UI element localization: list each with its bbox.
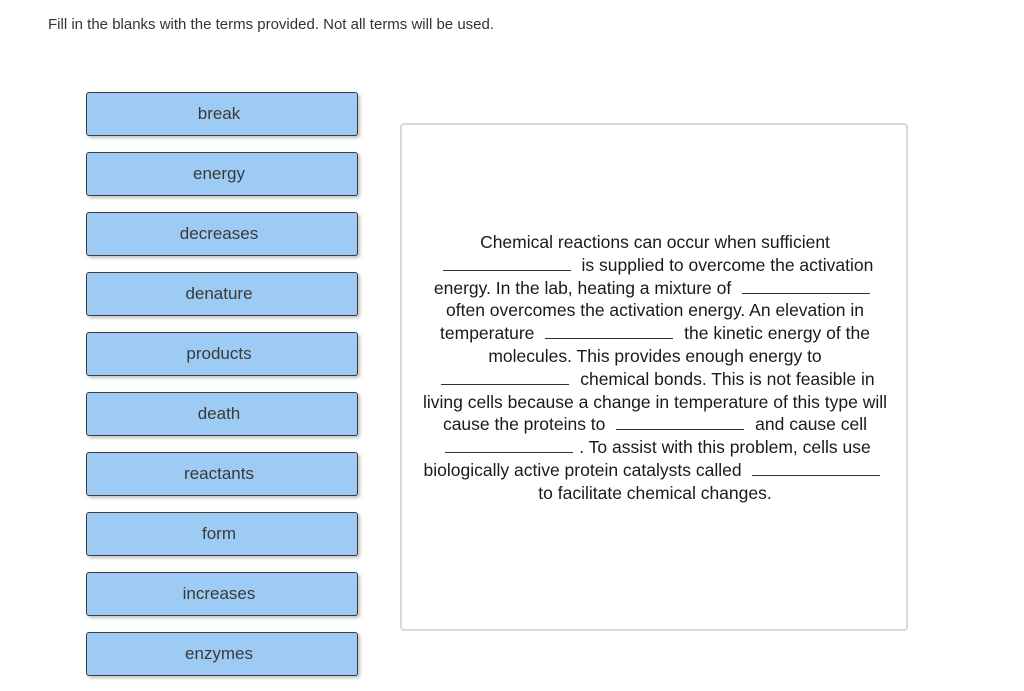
term-enzymes[interactable] [86,632,358,676]
term-label: reactants [184,464,254,483]
blank-7[interactable] [752,461,880,476]
passage-segment: is supplied to overcome the activation energy. In the lab, heating a mixture of [433,254,874,298]
term-label: death [197,404,241,423]
term-reactants[interactable] [86,452,358,496]
term-label: enzymes [184,644,254,663]
term-label: form [202,524,236,543]
instructions-text: Fill in the blanks with the terms provided. Not all terms will be used. [48,16,495,33]
term-form[interactable] [86,512,358,556]
term-label: increases [182,584,256,603]
term-denature[interactable] [86,272,358,316]
blank-1[interactable] [443,256,571,271]
term-label: products [186,344,252,363]
term-products[interactable] [86,332,358,376]
blank-4[interactable] [441,370,569,385]
term-label: energy [193,164,245,183]
term-energy[interactable] [86,152,358,196]
passage-drop-area [400,123,908,631]
term-label: denature [185,284,253,303]
term-label: decreases [179,224,259,243]
blank-6[interactable] [445,438,573,453]
passage-segment: to facilitate chemical changes. [538,482,772,503]
term-decreases[interactable] [86,212,358,256]
term-break[interactable] [86,92,358,136]
blank-5[interactable] [616,415,744,430]
term-label: break [197,104,241,123]
passage-segment: and cause cell [755,414,868,435]
blank-2[interactable] [742,279,870,294]
passage-text [422,231,888,505]
passage-segment: the kinetic energy of the molecules. This provides enough energy to [488,323,870,366]
passage-segment: . To assist with this problem, cells use biologically active protein catalysts called [423,437,871,480]
passage-segment: often overcomes the activation energy. An elevation in temperature [440,300,864,344]
term-death[interactable] [86,392,358,436]
passage-segment: chemical bonds. This is not feasible in living cells because a change in temperature of this type will cause the proteins to [423,368,887,435]
passage-segment: Chemical reactions can occur when sufficient [480,232,830,252]
term-increases[interactable] [86,572,358,616]
blank-3[interactable] [545,324,673,339]
